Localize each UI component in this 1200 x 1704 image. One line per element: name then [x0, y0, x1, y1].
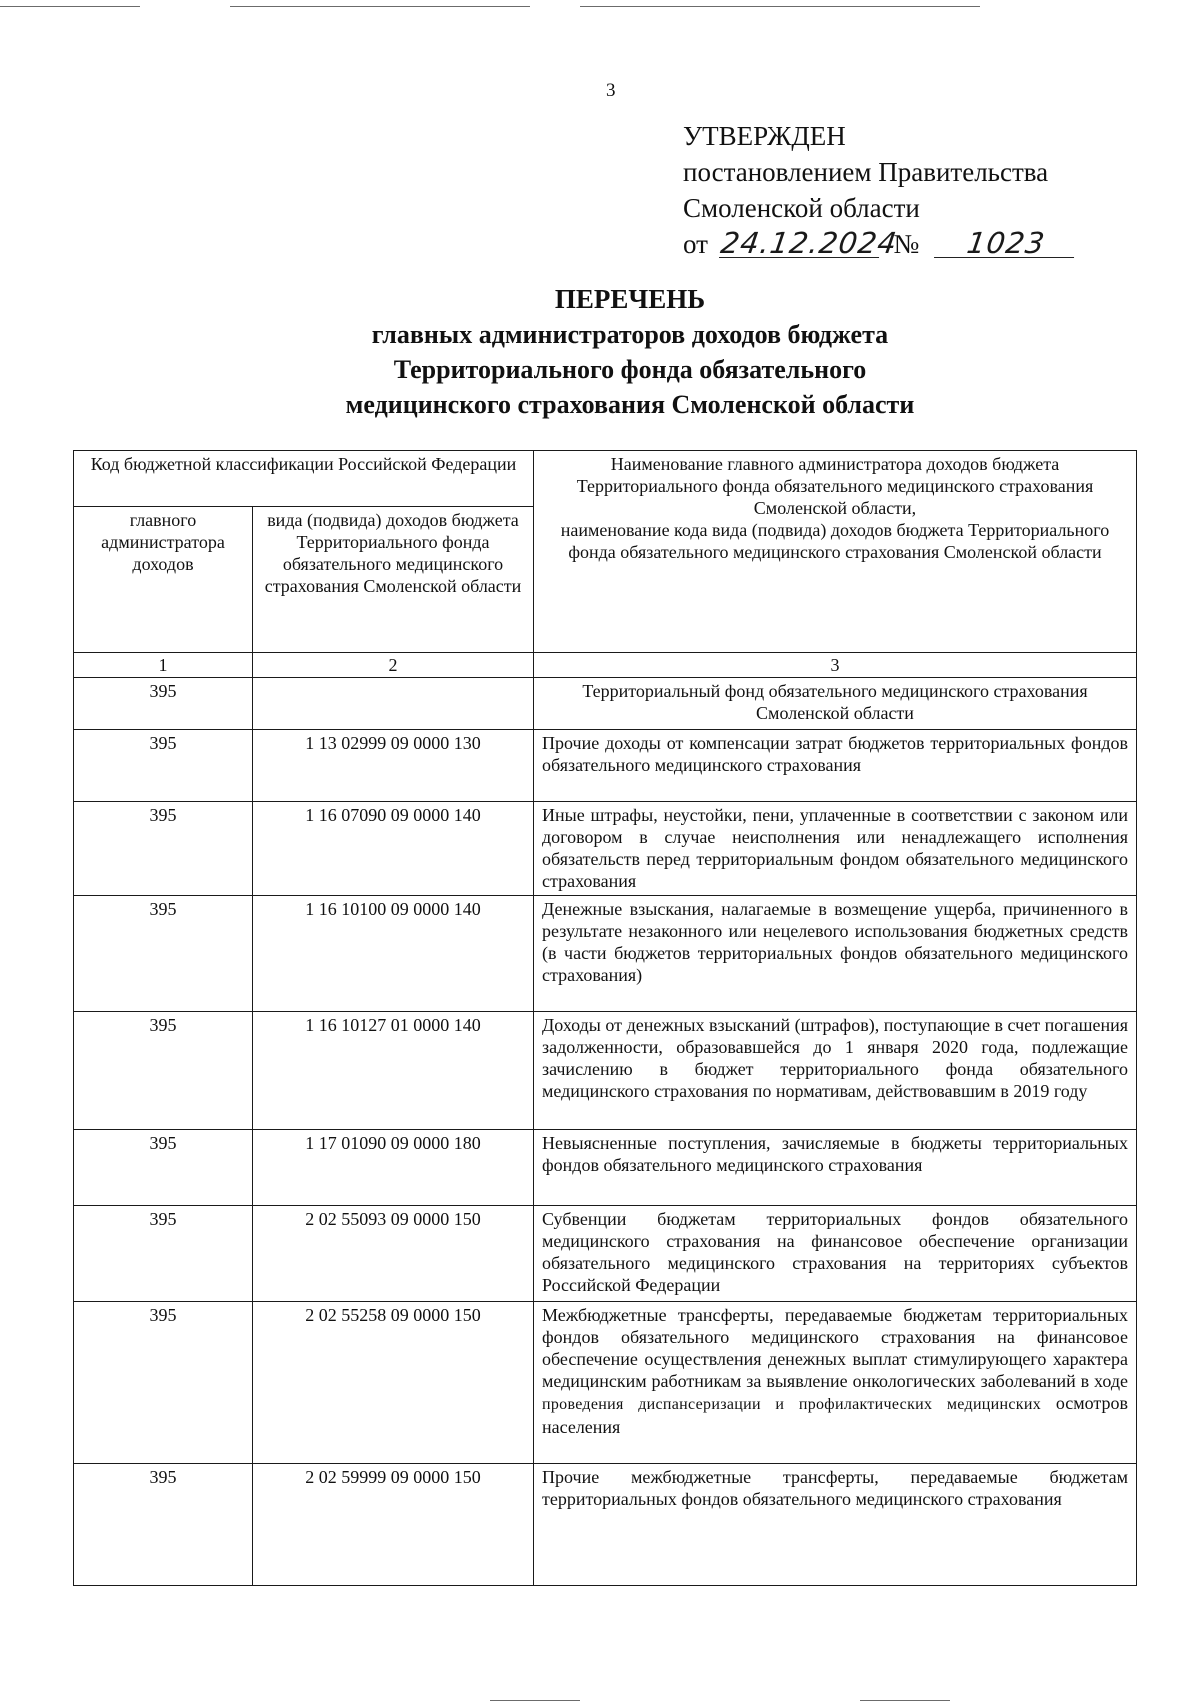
table-row — [74, 896, 1137, 1012]
admin-code-cell: 395 — [74, 1206, 253, 1302]
approval-date-line — [683, 226, 1076, 262]
income-code-cell: 2 02 55258 09 0000 150 — [253, 1302, 534, 1464]
number-sign: № — [893, 229, 920, 259]
admin-code-cell: 395 — [74, 1012, 253, 1130]
header-row-group — [74, 451, 1137, 507]
document-title — [0, 282, 1200, 422]
income-name-cell: Денежные взыскания, налагаемые в возмещение ущерба, причиненного в результате незаконного или нецелевого использования бюджетных средств (в части бюджетов территориальных фондов обязательного медицинского страхования) — [534, 896, 1137, 1012]
income-name-cell: Доходы от денежных взысканий (штрафов), поступающие в счет погашения задолженности, образовавшейся до 1 января 2020 года, подлежащие зачислению в бюджет территориального фонда обязательного медицинского страхования по нормативам, действовавшим в 2019 году — [534, 1012, 1137, 1130]
income-name-text-tail: осмотров населения — [542, 1393, 1128, 1437]
approval-block — [683, 118, 1076, 262]
income-code-cell: 1 13 02999 09 0000 130 — [253, 730, 534, 802]
handwritten-date: 24.12.2024 — [718, 226, 900, 260]
income-name-cell: Прочие доходы от компенсации затрат бюджетов территориальных фондов обязательного медицинского страхования — [534, 730, 1137, 802]
table-row — [74, 802, 1137, 896]
income-code-cell: 2 02 59999 09 0000 150 — [253, 1464, 534, 1586]
approval-line-1: постановлением Правительства — [683, 157, 1049, 187]
income-name-cell: Субвенции бюджетам территориальных фондов обязательного медицинского страхования на финансовое обеспечение организации обязательного медицинского страхования на территориях субъектов Российской Федерации — [534, 1206, 1137, 1302]
income-name-cell: Иные штрафы, неустойки, пени, уплаченные в соответствии с законом или договором в случае неисполнения или ненадлежащего исполнения обязательств перед территориальным фондом обязательного медицинского страхования — [534, 802, 1137, 896]
date-prefix: от — [683, 229, 708, 259]
column-number: 1 — [74, 653, 253, 678]
income-code-cell — [253, 678, 534, 730]
page-number: 3 — [606, 80, 616, 101]
income-name-cell: Территориальный фонд обязательного медицинского страхования Смоленской области — [534, 678, 1137, 730]
scan-line-top-right — [580, 6, 980, 7]
admin-code-cell: 395 — [74, 678, 253, 730]
header-name-text-1: Наименование главного администратора доходов бюджета Территориального фонда обязательного медицинского страхования Смоленской области, — [576, 454, 1094, 518]
approval-title: УТВЕРЖДЕН — [683, 121, 846, 151]
column-number: 3 — [534, 653, 1137, 678]
table-row — [74, 1012, 1137, 1130]
handwritten-number: 1023 — [934, 229, 1078, 258]
income-code-cell: 1 16 10100 09 0000 140 — [253, 896, 534, 1012]
admin-code-cell: 395 — [74, 730, 253, 802]
income-name-cell: Невыясненные поступления, зачисляемые в бюджеты территориальных фондов обязательного медицинского страхования — [534, 1130, 1137, 1206]
income-name-cell — [534, 1302, 1137, 1464]
header-admin-cell: главного администратора доходов — [74, 507, 253, 653]
scan-line-bottom-right — [860, 1700, 950, 1701]
income-code-cell: 1 16 07090 09 0000 140 — [253, 802, 534, 896]
column-number: 2 — [253, 653, 534, 678]
admin-code-cell: 395 — [74, 1130, 253, 1206]
title-line-3: медицинского страхования Смоленской области — [345, 390, 915, 419]
scan-line-top-center — [230, 6, 530, 7]
income-code-cell: 2 02 55093 09 0000 150 — [253, 1206, 534, 1302]
admin-code-cell: 395 — [74, 802, 253, 896]
income-name-text-small: проведения диспансеризации и профилактических медицинских — [542, 1396, 1042, 1413]
title-line-2: Территориального фонда обязательного — [393, 355, 867, 384]
table-row — [74, 1302, 1137, 1464]
table-row — [74, 1206, 1137, 1302]
approval-line-2: Смоленской области — [683, 193, 920, 223]
table-row — [74, 678, 1137, 730]
table-row — [74, 730, 1137, 802]
column-number-row — [74, 653, 1137, 678]
income-administrators-table — [73, 450, 1137, 1586]
income-code-cell: 1 17 01090 09 0000 180 — [253, 1130, 534, 1206]
header-group-cell: Код бюджетной классификации Российской Федерации — [74, 451, 534, 507]
scan-line-bottom-left — [490, 1700, 580, 1701]
admin-code-cell: 395 — [74, 896, 253, 1012]
table-row — [74, 1130, 1137, 1206]
table-row — [74, 1464, 1137, 1586]
admin-code-cell: 395 — [74, 1464, 253, 1586]
income-name-cell: Прочие межбюджетные трансферты, передаваемые бюджетам территориальных фондов обязательного медицинского страхования — [534, 1464, 1137, 1586]
title-main: ПЕРЕЧЕНЬ — [554, 284, 706, 314]
header-name-text-2: наименование кода вида (подвида) доходов бюджета Территориального фонда обязательного медицинского страхования Смоленской области — [560, 520, 1110, 562]
income-name-text: Межбюджетные трансферты, передаваемые бюджетам территориальных фондов обязательного медицинского страхования на финансовое обеспечение осуществления денежных выплат стимулирующего характера медицинским работникам за выявление онкологических заболеваний в ходе — [542, 1305, 1128, 1391]
scan-line-top-left — [0, 6, 140, 7]
admin-code-cell: 395 — [74, 1302, 253, 1464]
income-code-cell: 1 16 10127 01 0000 140 — [253, 1012, 534, 1130]
header-name-cell — [534, 451, 1137, 653]
title-line-1: главных администраторов доходов бюджета — [371, 320, 889, 349]
header-kind-cell: вида (подвида) доходов бюджета Территориального фонда обязательного медицинского страхования Смоленской области — [253, 507, 534, 653]
